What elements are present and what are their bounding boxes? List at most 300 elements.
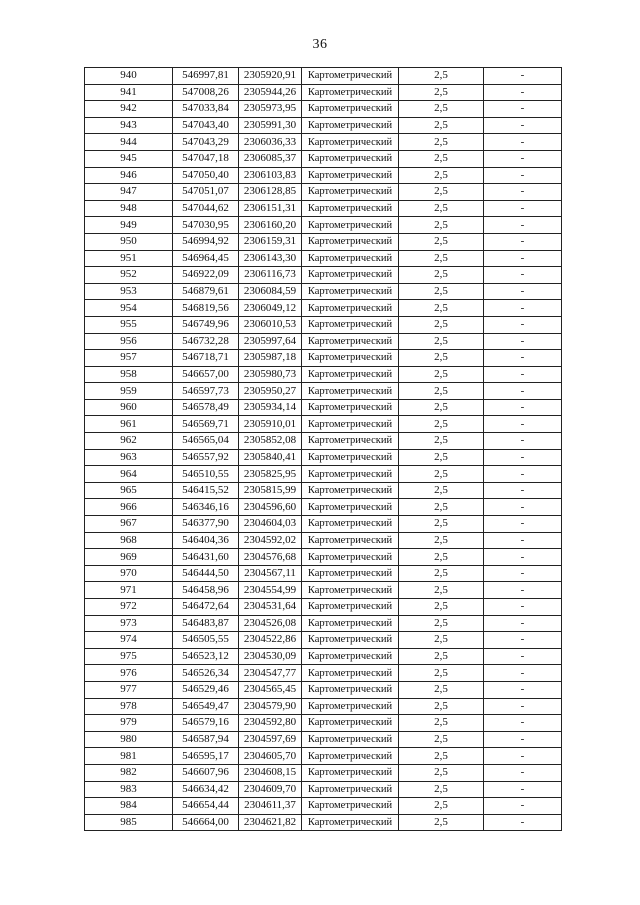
- y-coordinate-cell: 2306143,30: [239, 250, 302, 267]
- table-row: [85, 283, 562, 300]
- note-cell: -: [484, 516, 562, 533]
- y-coordinate-cell: 2306036,33: [239, 134, 302, 151]
- note-cell: -: [484, 748, 562, 765]
- x-coordinate-cell: 546549,47: [173, 698, 239, 715]
- x-coordinate-cell: 546634,42: [173, 781, 239, 798]
- table-row: [85, 582, 562, 599]
- point-number-cell: 947: [85, 184, 173, 201]
- table-row: [85, 565, 562, 582]
- accuracy-cell: 2,5: [399, 764, 484, 781]
- note-cell: -: [484, 416, 562, 433]
- y-coordinate-cell: 2306160,20: [239, 217, 302, 234]
- x-coordinate-cell: 547008,26: [173, 84, 239, 101]
- accuracy-cell: 2,5: [399, 665, 484, 682]
- accuracy-cell: 2,5: [399, 781, 484, 798]
- point-number-cell: 944: [85, 134, 173, 151]
- y-coordinate-cell: 2305825,95: [239, 466, 302, 483]
- point-number-cell: 942: [85, 101, 173, 118]
- accuracy-cell: 2,5: [399, 698, 484, 715]
- accuracy-cell: 2,5: [399, 466, 484, 483]
- accuracy-cell: 2,5: [399, 316, 484, 333]
- method-cell: Картометрический: [302, 615, 399, 632]
- note-cell: -: [484, 698, 562, 715]
- note-cell: -: [484, 433, 562, 450]
- y-coordinate-cell: 2304609,70: [239, 781, 302, 798]
- note-cell: -: [484, 482, 562, 499]
- point-number-cell: 943: [85, 117, 173, 134]
- accuracy-cell: 2,5: [399, 101, 484, 118]
- note-cell: -: [484, 731, 562, 748]
- y-coordinate-cell: 2305852,08: [239, 433, 302, 450]
- point-number-cell: 976: [85, 665, 173, 682]
- x-coordinate-cell: 546664,00: [173, 814, 239, 831]
- point-number-cell: 975: [85, 648, 173, 665]
- method-cell: Картометрический: [302, 134, 399, 151]
- point-number-cell: 967: [85, 516, 173, 533]
- y-coordinate-cell: 2305987,18: [239, 350, 302, 367]
- note-cell: -: [484, 167, 562, 184]
- accuracy-cell: 2,5: [399, 798, 484, 815]
- note-cell: -: [484, 449, 562, 466]
- x-coordinate-cell: 546819,56: [173, 300, 239, 317]
- x-coordinate-cell: 546557,92: [173, 449, 239, 466]
- y-coordinate-cell: 2305920,91: [239, 68, 302, 85]
- table-row: [85, 781, 562, 798]
- y-coordinate-cell: 2306116,73: [239, 267, 302, 284]
- method-cell: Картометрический: [302, 582, 399, 599]
- y-coordinate-cell: 2305950,27: [239, 383, 302, 400]
- point-number-cell: 963: [85, 449, 173, 466]
- y-coordinate-cell: 2305944,26: [239, 84, 302, 101]
- accuracy-cell: 2,5: [399, 167, 484, 184]
- y-coordinate-cell: 2304604,03: [239, 516, 302, 533]
- y-coordinate-cell: 2306010,53: [239, 316, 302, 333]
- method-cell: Картометрический: [302, 466, 399, 483]
- table-row: [85, 748, 562, 765]
- accuracy-cell: 2,5: [399, 632, 484, 649]
- method-cell: Картометрический: [302, 516, 399, 533]
- point-number-cell: 958: [85, 366, 173, 383]
- table-row: [85, 250, 562, 267]
- y-coordinate-cell: 2306128,85: [239, 184, 302, 201]
- note-cell: -: [484, 814, 562, 831]
- point-number-cell: 985: [85, 814, 173, 831]
- y-coordinate-cell: 2305815,99: [239, 482, 302, 499]
- x-coordinate-cell: 546483,87: [173, 615, 239, 632]
- method-cell: Картометрический: [302, 366, 399, 383]
- note-cell: -: [484, 466, 562, 483]
- point-number-cell: 952: [85, 267, 173, 284]
- table-row: [85, 814, 562, 831]
- note-cell: -: [484, 681, 562, 698]
- accuracy-cell: 2,5: [399, 516, 484, 533]
- point-number-cell: 941: [85, 84, 173, 101]
- accuracy-cell: 2,5: [399, 134, 484, 151]
- y-coordinate-cell: 2306049,12: [239, 300, 302, 317]
- table-row: [85, 615, 562, 632]
- x-coordinate-cell: 546657,00: [173, 366, 239, 383]
- accuracy-cell: 2,5: [399, 84, 484, 101]
- method-cell: Картометрический: [302, 267, 399, 284]
- note-cell: -: [484, 399, 562, 416]
- x-coordinate-cell: 547033,84: [173, 101, 239, 118]
- note-cell: -: [484, 499, 562, 516]
- accuracy-cell: 2,5: [399, 350, 484, 367]
- method-cell: Картометрический: [302, 300, 399, 317]
- table-row: [85, 267, 562, 284]
- x-coordinate-cell: 546595,17: [173, 748, 239, 765]
- method-cell: Картометрический: [302, 781, 399, 798]
- point-number-cell: 966: [85, 499, 173, 516]
- point-number-cell: 956: [85, 333, 173, 350]
- table-row: [85, 449, 562, 466]
- x-coordinate-cell: 546578,49: [173, 399, 239, 416]
- accuracy-cell: 2,5: [399, 150, 484, 167]
- x-coordinate-cell: 547050,40: [173, 167, 239, 184]
- table-row: [85, 466, 562, 483]
- point-number-cell: 946: [85, 167, 173, 184]
- note-cell: -: [484, 565, 562, 582]
- accuracy-cell: 2,5: [399, 599, 484, 616]
- note-cell: -: [484, 350, 562, 367]
- note-cell: -: [484, 549, 562, 566]
- accuracy-cell: 2,5: [399, 217, 484, 234]
- x-coordinate-cell: 547051,07: [173, 184, 239, 201]
- x-coordinate-cell: 546505,55: [173, 632, 239, 649]
- table-row: [85, 68, 562, 85]
- x-coordinate-cell: 546346,16: [173, 499, 239, 516]
- y-coordinate-cell: 2305910,01: [239, 416, 302, 433]
- table-row: [85, 300, 562, 317]
- method-cell: Картометрический: [302, 798, 399, 815]
- point-number-cell: 972: [85, 599, 173, 616]
- accuracy-cell: 2,5: [399, 715, 484, 732]
- method-cell: Картометрический: [302, 532, 399, 549]
- x-coordinate-cell: 547044,62: [173, 200, 239, 217]
- y-coordinate-cell: 2304565,45: [239, 681, 302, 698]
- table-row: [85, 101, 562, 118]
- point-number-cell: 969: [85, 549, 173, 566]
- point-number-cell: 945: [85, 150, 173, 167]
- accuracy-cell: 2,5: [399, 250, 484, 267]
- note-cell: -: [484, 333, 562, 350]
- accuracy-cell: 2,5: [399, 449, 484, 466]
- y-coordinate-cell: 2306151,31: [239, 200, 302, 217]
- y-coordinate-cell: 2304526,08: [239, 615, 302, 632]
- method-cell: Картометрический: [302, 433, 399, 450]
- table-row: [85, 184, 562, 201]
- table-row: [85, 549, 562, 566]
- table-row: [85, 383, 562, 400]
- method-cell: Картометрический: [302, 814, 399, 831]
- method-cell: Картометрический: [302, 233, 399, 250]
- x-coordinate-cell: 547047,18: [173, 150, 239, 167]
- x-coordinate-cell: 546922,09: [173, 267, 239, 284]
- x-coordinate-cell: 546718,71: [173, 350, 239, 367]
- x-coordinate-cell: 546997,81: [173, 68, 239, 85]
- note-cell: -: [484, 648, 562, 665]
- accuracy-cell: 2,5: [399, 300, 484, 317]
- y-coordinate-cell: 2304554,99: [239, 582, 302, 599]
- method-cell: Картометрический: [302, 731, 399, 748]
- method-cell: Картометрический: [302, 217, 399, 234]
- note-cell: -: [484, 632, 562, 649]
- table-row: [85, 150, 562, 167]
- accuracy-cell: 2,5: [399, 565, 484, 582]
- note-cell: -: [484, 84, 562, 101]
- x-coordinate-cell: 546444,50: [173, 565, 239, 582]
- note-cell: -: [484, 134, 562, 151]
- table-row: [85, 764, 562, 781]
- table-row: [85, 399, 562, 416]
- y-coordinate-cell: 2304547,77: [239, 665, 302, 682]
- table-row: [85, 599, 562, 616]
- y-coordinate-cell: 2306085,37: [239, 150, 302, 167]
- point-number-cell: 953: [85, 283, 173, 300]
- y-coordinate-cell: 2304522,86: [239, 632, 302, 649]
- accuracy-cell: 2,5: [399, 482, 484, 499]
- method-cell: Картометрический: [302, 383, 399, 400]
- method-cell: Картометрический: [302, 117, 399, 134]
- table-row: [85, 499, 562, 516]
- accuracy-cell: 2,5: [399, 582, 484, 599]
- note-cell: -: [484, 715, 562, 732]
- accuracy-cell: 2,5: [399, 814, 484, 831]
- point-number-cell: 940: [85, 68, 173, 85]
- method-cell: Картометрический: [302, 449, 399, 466]
- method-cell: Картометрический: [302, 681, 399, 698]
- table-row: [85, 333, 562, 350]
- method-cell: Картометрический: [302, 68, 399, 85]
- note-cell: -: [484, 665, 562, 682]
- y-coordinate-cell: 2306159,31: [239, 233, 302, 250]
- table-row: [85, 217, 562, 234]
- note-cell: -: [484, 300, 562, 317]
- method-cell: Картометрический: [302, 416, 399, 433]
- point-number-cell: 962: [85, 433, 173, 450]
- y-coordinate-cell: 2304567,11: [239, 565, 302, 582]
- x-coordinate-cell: 546472,64: [173, 599, 239, 616]
- method-cell: Картометрический: [302, 549, 399, 566]
- note-cell: -: [484, 366, 562, 383]
- point-number-cell: 948: [85, 200, 173, 217]
- x-coordinate-cell: 546587,94: [173, 731, 239, 748]
- x-coordinate-cell: 546654,44: [173, 798, 239, 815]
- y-coordinate-cell: 2304611,37: [239, 798, 302, 815]
- coordinates-table: [84, 67, 562, 831]
- table-row: [85, 482, 562, 499]
- x-coordinate-cell: 546404,36: [173, 532, 239, 549]
- method-cell: Картометрический: [302, 84, 399, 101]
- note-cell: -: [484, 200, 562, 217]
- method-cell: Картометрический: [302, 698, 399, 715]
- table-row: [85, 316, 562, 333]
- method-cell: Картометрический: [302, 665, 399, 682]
- point-number-cell: 950: [85, 233, 173, 250]
- method-cell: Картометрический: [302, 184, 399, 201]
- table-body: [85, 68, 562, 831]
- point-number-cell: 949: [85, 217, 173, 234]
- note-cell: -: [484, 615, 562, 632]
- table-row: [85, 200, 562, 217]
- x-coordinate-cell: 546565,04: [173, 433, 239, 450]
- method-cell: Картометрический: [302, 200, 399, 217]
- x-coordinate-cell: 546597,73: [173, 383, 239, 400]
- accuracy-cell: 2,5: [399, 399, 484, 416]
- y-coordinate-cell: 2305973,95: [239, 101, 302, 118]
- y-coordinate-cell: 2304531,64: [239, 599, 302, 616]
- point-number-cell: 973: [85, 615, 173, 632]
- point-number-cell: 980: [85, 731, 173, 748]
- method-cell: Картометрический: [302, 399, 399, 416]
- method-cell: Картометрический: [302, 482, 399, 499]
- accuracy-cell: 2,5: [399, 615, 484, 632]
- note-cell: -: [484, 316, 562, 333]
- accuracy-cell: 2,5: [399, 648, 484, 665]
- y-coordinate-cell: 2306084,59: [239, 283, 302, 300]
- x-coordinate-cell: 546415,52: [173, 482, 239, 499]
- y-coordinate-cell: 2305840,41: [239, 449, 302, 466]
- y-coordinate-cell: 2304576,68: [239, 549, 302, 566]
- table-row: [85, 532, 562, 549]
- method-cell: Картометрический: [302, 632, 399, 649]
- note-cell: -: [484, 582, 562, 599]
- table-row: [85, 134, 562, 151]
- note-cell: -: [484, 283, 562, 300]
- note-cell: -: [484, 101, 562, 118]
- table-row: [85, 632, 562, 649]
- y-coordinate-cell: 2304597,69: [239, 731, 302, 748]
- x-coordinate-cell: 547043,40: [173, 117, 239, 134]
- table-row: [85, 416, 562, 433]
- x-coordinate-cell: 546526,34: [173, 665, 239, 682]
- x-coordinate-cell: 546569,71: [173, 416, 239, 433]
- method-cell: Картометрический: [302, 316, 399, 333]
- table-row: [85, 117, 562, 134]
- y-coordinate-cell: 2304621,82: [239, 814, 302, 831]
- accuracy-cell: 2,5: [399, 283, 484, 300]
- note-cell: -: [484, 217, 562, 234]
- accuracy-cell: 2,5: [399, 333, 484, 350]
- accuracy-cell: 2,5: [399, 532, 484, 549]
- accuracy-cell: 2,5: [399, 366, 484, 383]
- x-coordinate-cell: 546879,61: [173, 283, 239, 300]
- table-row: [85, 84, 562, 101]
- y-coordinate-cell: 2305991,30: [239, 117, 302, 134]
- y-coordinate-cell: 2304592,80: [239, 715, 302, 732]
- y-coordinate-cell: 2304592,02: [239, 532, 302, 549]
- accuracy-cell: 2,5: [399, 433, 484, 450]
- note-cell: -: [484, 798, 562, 815]
- x-coordinate-cell: 546749,96: [173, 316, 239, 333]
- x-coordinate-cell: 546732,28: [173, 333, 239, 350]
- x-coordinate-cell: 547030,95: [173, 217, 239, 234]
- table-row: [85, 366, 562, 383]
- table-row: [85, 798, 562, 815]
- method-cell: Картометрический: [302, 715, 399, 732]
- x-coordinate-cell: 546458,96: [173, 582, 239, 599]
- x-coordinate-cell: 546377,90: [173, 516, 239, 533]
- note-cell: -: [484, 184, 562, 201]
- point-number-cell: 977: [85, 681, 173, 698]
- accuracy-cell: 2,5: [399, 416, 484, 433]
- point-number-cell: 951: [85, 250, 173, 267]
- y-coordinate-cell: 2305997,64: [239, 333, 302, 350]
- point-number-cell: 983: [85, 781, 173, 798]
- method-cell: Картометрический: [302, 350, 399, 367]
- accuracy-cell: 2,5: [399, 184, 484, 201]
- x-coordinate-cell: 547043,29: [173, 134, 239, 151]
- table-row: [85, 167, 562, 184]
- y-coordinate-cell: 2305934,14: [239, 399, 302, 416]
- y-coordinate-cell: 2304530,09: [239, 648, 302, 665]
- table-row: [85, 516, 562, 533]
- point-number-cell: 970: [85, 565, 173, 582]
- x-coordinate-cell: 546994,92: [173, 233, 239, 250]
- note-cell: -: [484, 250, 562, 267]
- x-coordinate-cell: 546431,60: [173, 549, 239, 566]
- table-row: [85, 665, 562, 682]
- point-number-cell: 971: [85, 582, 173, 599]
- accuracy-cell: 2,5: [399, 549, 484, 566]
- accuracy-cell: 2,5: [399, 383, 484, 400]
- accuracy-cell: 2,5: [399, 68, 484, 85]
- page-number: 36: [312, 37, 328, 52]
- note-cell: -: [484, 267, 562, 284]
- x-coordinate-cell: 546510,55: [173, 466, 239, 483]
- table-row: [85, 648, 562, 665]
- method-cell: Картометрический: [302, 333, 399, 350]
- method-cell: Картометрический: [302, 764, 399, 781]
- note-cell: -: [484, 68, 562, 85]
- point-number-cell: 961: [85, 416, 173, 433]
- point-number-cell: 955: [85, 316, 173, 333]
- note-cell: -: [484, 764, 562, 781]
- note-cell: -: [484, 117, 562, 134]
- accuracy-cell: 2,5: [399, 731, 484, 748]
- y-coordinate-cell: 2306103,83: [239, 167, 302, 184]
- table-row: [85, 233, 562, 250]
- point-number-cell: 968: [85, 532, 173, 549]
- y-coordinate-cell: 2304596,60: [239, 499, 302, 516]
- method-cell: Картометрический: [302, 101, 399, 118]
- table-row: [85, 681, 562, 698]
- method-cell: Картометрический: [302, 150, 399, 167]
- accuracy-cell: 2,5: [399, 117, 484, 134]
- table-row: [85, 698, 562, 715]
- point-number-cell: 957: [85, 350, 173, 367]
- x-coordinate-cell: 546964,45: [173, 250, 239, 267]
- table-row: [85, 350, 562, 367]
- accuracy-cell: 2,5: [399, 681, 484, 698]
- x-coordinate-cell: 546529,46: [173, 681, 239, 698]
- note-cell: -: [484, 383, 562, 400]
- method-cell: Картометрический: [302, 748, 399, 765]
- method-cell: Картометрический: [302, 499, 399, 516]
- note-cell: -: [484, 150, 562, 167]
- accuracy-cell: 2,5: [399, 748, 484, 765]
- note-cell: -: [484, 532, 562, 549]
- x-coordinate-cell: 546523,12: [173, 648, 239, 665]
- x-coordinate-cell: 546579,16: [173, 715, 239, 732]
- x-coordinate-cell: 546607,96: [173, 764, 239, 781]
- note-cell: -: [484, 599, 562, 616]
- table-row: [85, 433, 562, 450]
- point-number-cell: 964: [85, 466, 173, 483]
- accuracy-cell: 2,5: [399, 499, 484, 516]
- y-coordinate-cell: 2304608,15: [239, 764, 302, 781]
- method-cell: Картометрический: [302, 283, 399, 300]
